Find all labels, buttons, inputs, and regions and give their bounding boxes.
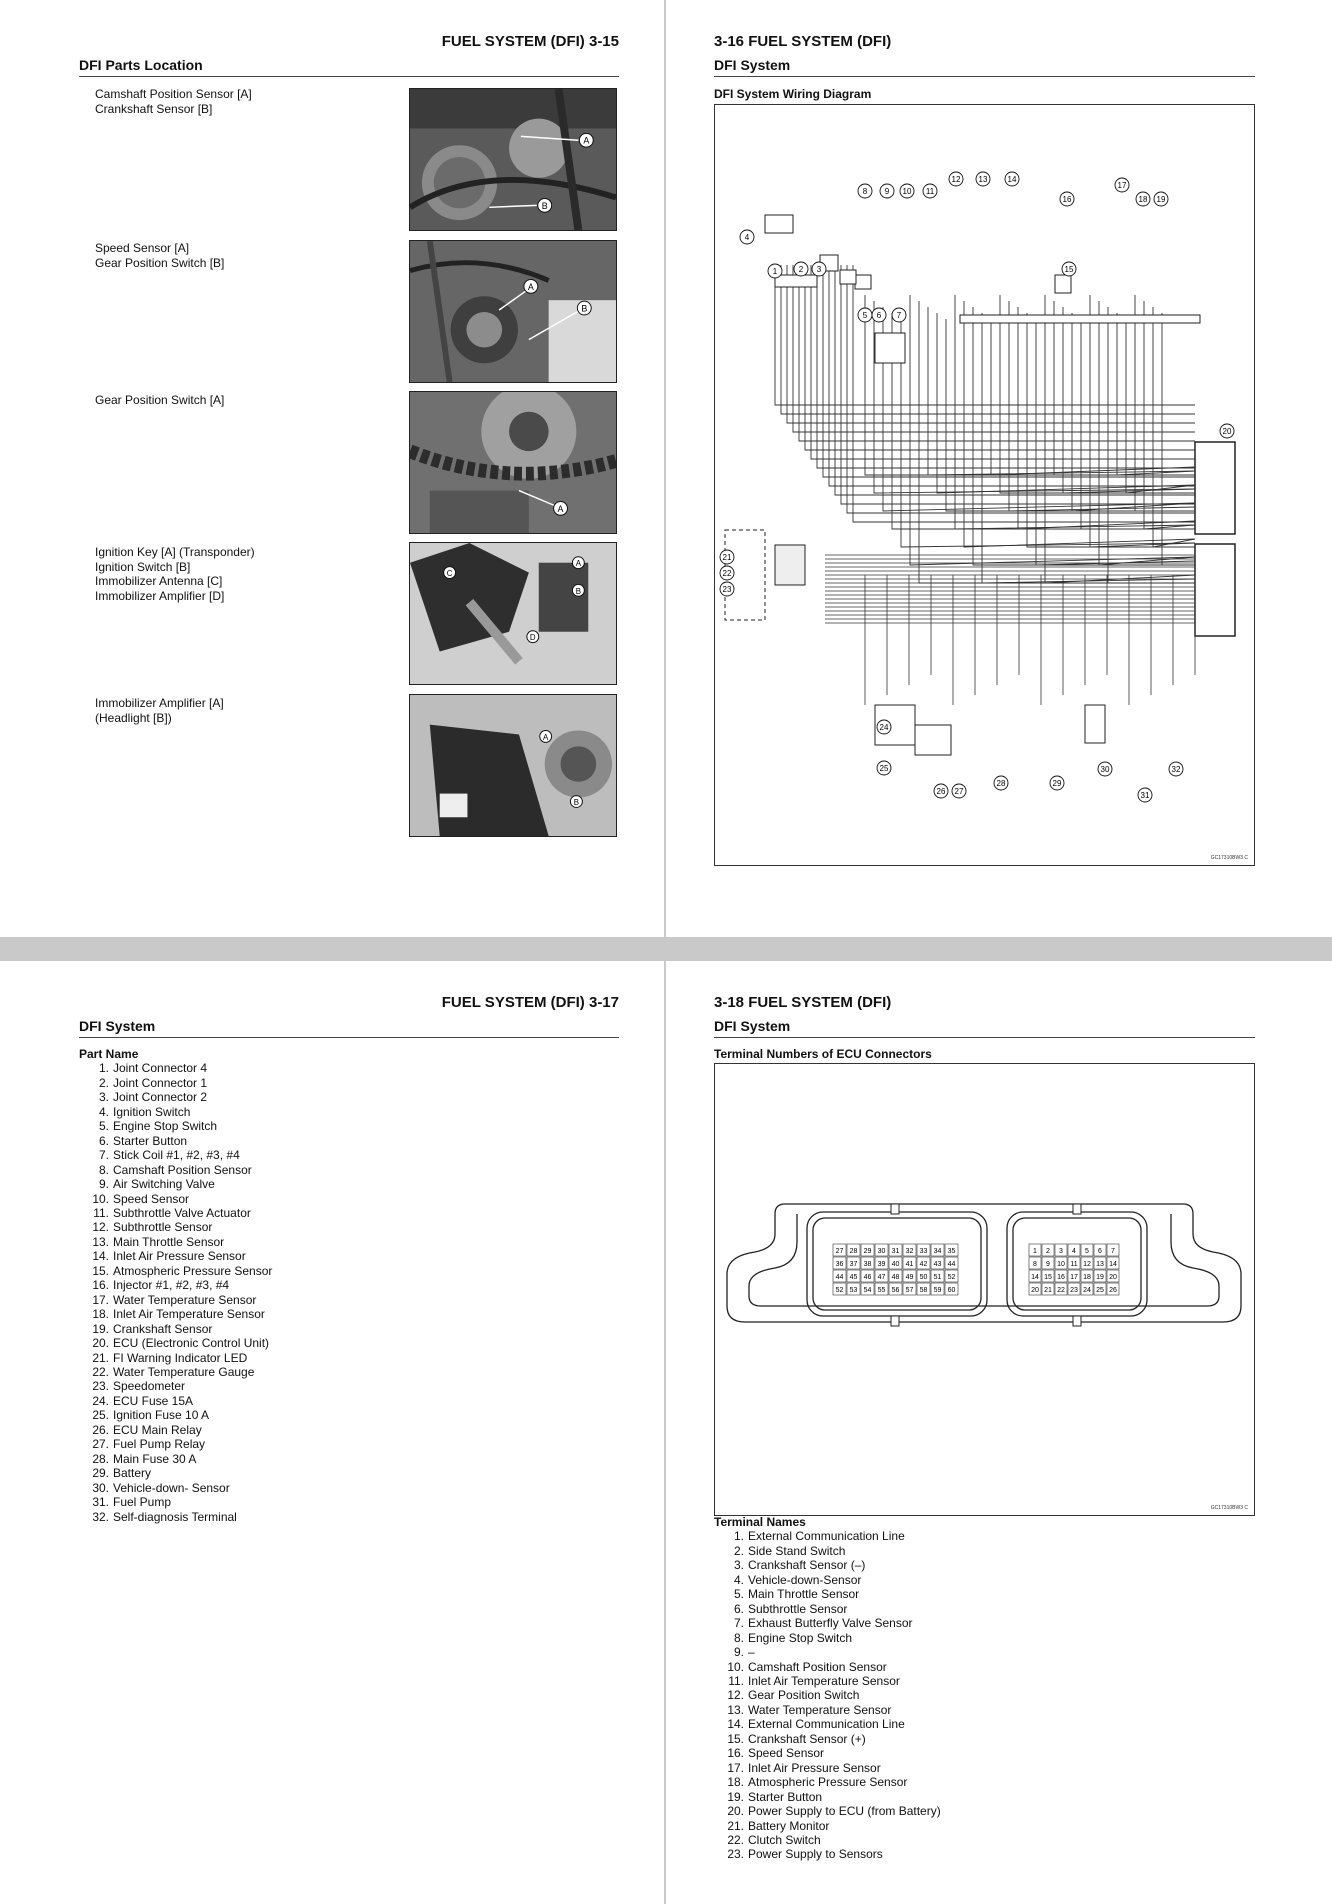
component [875,333,905,363]
connector-strip [960,315,1200,323]
terminal-number: 4 [1072,1248,1076,1255]
terminal-item: 17. Inlet Air Pressure Sensor [727,1760,881,1775]
header-rule [79,76,619,77]
terminal-item: 19. Starter Button [727,1789,823,1804]
header-rule [714,1037,1255,1038]
callout-a: A [575,559,582,569]
terminal-number: 52 [835,1287,844,1294]
component [1055,275,1071,293]
photo-gear-position [409,391,617,534]
wire [883,307,1195,511]
callout-number: 19 [1156,195,1166,204]
callout-number: 11 [925,187,935,196]
terminal-number: 10 [1057,1261,1065,1268]
wire [829,265,1195,486]
callout-number: 27 [954,787,964,796]
callout-number: 25 [879,764,889,773]
terminal-item: 23. Power Supply to Sensors [727,1847,883,1862]
part-item: 5. Engine Stop Switch [98,1119,218,1134]
terminal-number: 27 [835,1248,844,1255]
terminal-number: 49 [905,1274,914,1281]
terminal-number: 38 [863,1261,872,1268]
terminal-item: 15. Crankshaft Sensor (+) [727,1731,866,1746]
section-title: DFI System [714,1018,791,1034]
part-item: 26. ECU Main Relay [92,1422,202,1437]
part-item: 11. Subthrottle Valve Actuator [93,1205,251,1220]
component [775,275,817,287]
terminal-number: 17 [1070,1274,1078,1281]
wire [1126,319,1195,493]
part-item: 31. Fuel Pump [92,1495,172,1510]
component [840,270,856,284]
figure-subtitle: DFI System Wiring Diagram [714,87,872,101]
terminal-number: 44 [947,1261,956,1268]
wire [1009,301,1195,511]
part-item: 8. Camshaft Position Sensor [98,1162,252,1177]
figure-code: GC17310BW3 C [1210,855,1248,861]
callout-number: 4 [744,233,750,242]
section-title: DFI System [714,57,791,73]
callout-number: 28 [996,779,1006,788]
terminal-number: 50 [919,1274,928,1281]
terminal-number: 31 [891,1248,900,1255]
terminal-number: 39 [877,1261,886,1268]
ecu-connector-figure [714,1063,1255,1516]
terminal-number: 6 [1098,1248,1102,1255]
callout-number: 20 [1222,427,1232,436]
callout-number: 3 [816,265,822,274]
callout-number: 9 [884,187,890,196]
part-item: 21. FI Warning Indicator LED [92,1350,248,1365]
terminal-number: 52 [947,1274,956,1281]
callout-number: 17 [1117,181,1127,190]
figure-code: GC17310BW3 C [1210,1505,1248,1511]
ecu-inner-outline [749,1214,1219,1306]
terminal-number: 34 [933,1248,942,1255]
callout-number: 29 [1052,779,1062,788]
wire [946,319,1195,511]
terminal-number: 36 [835,1261,844,1268]
running-head: 3-16 FUEL SYSTEM (DFI) [714,33,892,50]
lock-tab [1073,1204,1081,1214]
photo-speed-gear [409,240,617,383]
terminal-number: 20 [1109,1274,1117,1281]
part-item: 12. Subthrottle Sensor [92,1220,213,1235]
part-item: 1. Joint Connector 4 [98,1061,208,1076]
part-item: 16. Injector #1, #2, #3, #4 [92,1278,230,1293]
terminal-item: 3. Crankshaft Sensor (–) [733,1558,866,1573]
callout-a: A [543,732,549,742]
terminal-number: 8 [1033,1261,1037,1268]
part-name-list [79,1047,272,1524]
component [855,275,871,289]
wire [1054,301,1195,475]
terminal-number: 18 [1083,1274,1091,1281]
wire [1036,319,1195,565]
terminal-number: 37 [849,1261,858,1268]
terminal-item: 13. Water Temperature Sensor [727,1702,892,1717]
lock-tab [1073,1316,1081,1326]
photo-camshaft-crankshaft [409,88,617,231]
terminal-item: 14. External Communication Line [727,1717,905,1732]
callout-b: B [581,303,588,314]
terminal-number: 24 [1083,1287,1091,1294]
terminal-number: 41 [905,1261,914,1268]
part-item: 10. Speed Sensor [92,1191,190,1206]
terminal-item: 2. Side Stand Switch [733,1543,846,1558]
part-item: 18. Inlet Air Temperature Sensor [92,1307,265,1322]
callout-number: 15 [1064,265,1074,274]
terminal-number: 29 [863,1248,872,1255]
lock-tab [891,1316,899,1326]
terminal-number: 55 [877,1287,886,1294]
wire [781,265,1195,414]
wire [1063,307,1195,493]
callout-b: B [575,586,582,596]
component [765,215,793,233]
photo-immobilizer-amplifier [409,694,617,837]
wire [847,265,1195,513]
callout-b: B [573,797,580,807]
part-item: 24. ECU Fuse 15A [92,1393,194,1408]
terminal-number: 20 [1031,1287,1039,1294]
terminal-number: 19 [1096,1274,1104,1281]
terminal-number: 15 [1044,1274,1052,1281]
wire [835,265,1195,495]
callout-number: 6 [876,311,882,320]
callout-d: D [529,633,536,643]
callout-number: 16 [1062,195,1072,204]
photo-caption-4: Ignition Key [A] (Transponder) Ignition Switch [B] Immobilizer Antenna [C] Immobilizer Amplifier [D] [95,545,255,603]
wire [1081,319,1195,529]
callout-c: C [446,569,453,579]
callout-number: 7 [896,311,902,320]
wire [874,301,1195,493]
terminal-item: 20. Power Supply to ECU (from Battery) [727,1804,941,1819]
callout-number: 13 [978,175,988,184]
wire [910,295,1195,565]
part-item: 6. Starter Button [98,1133,188,1148]
terminal-item: 11. Inlet Air Temperature Sensor [728,1673,900,1688]
terminal-number: 22 [1057,1287,1065,1294]
terminal-item: 22. Clutch Switch [727,1832,821,1847]
terminal-number: 59 [933,1287,942,1294]
terminal-item: 8. Engine Stop Switch [733,1630,853,1645]
component [1085,705,1105,743]
part-item: 7. Stick Coil #1, #2, #3, #4 [98,1148,240,1163]
callout-number: 21 [722,553,732,562]
page-3-15 [0,0,664,937]
part-item: 4. Ignition Switch [98,1104,191,1119]
page-3-18 [666,961,1332,1904]
terminal-number: 26 [1109,1287,1117,1294]
terminal-item: 4. Vehicle-down-Sensor [733,1572,862,1587]
running-head: 3-18 FUEL SYSTEM (DFI) [714,994,892,1011]
terminal-number: 46 [863,1274,872,1281]
part-item: 27. Fuel Pump Relay [92,1437,206,1452]
callout-number: 18 [1138,195,1148,204]
part-item: 3. Joint Connector 2 [98,1090,208,1105]
terminal-number: 57 [905,1287,914,1294]
part-item: 25. Ignition Fuse 10 A [92,1408,210,1423]
part-item: 23. Speedometer [92,1379,186,1394]
callout-number: 26 [936,787,946,796]
terminal-names-title: Terminal Names [714,1515,806,1529]
wire [811,265,1195,459]
component [915,725,951,755]
terminal-number: 53 [849,1287,858,1294]
callout-number: 5 [862,311,868,320]
callout-number: 14 [1007,175,1017,184]
callout-number: 2 [798,265,804,274]
photo-caption-2: Speed Sensor [A] Gear Position Switch [B] [95,241,225,270]
part-item: 20. ECU (Electronic Control Unit) [92,1336,270,1351]
terminal-item: 5. Main Throttle Sensor [733,1587,860,1602]
terminal-number: 12 [1083,1261,1091,1268]
terminal-number: 58 [919,1287,928,1294]
photo-caption-5: Immobilizer Amplifier [A] (Headlight [B]) [95,696,224,725]
terminal-number: 48 [891,1274,900,1281]
header-rule [714,76,1255,77]
terminal-number: 14 [1031,1274,1039,1281]
callout-number: 31 [1140,791,1150,800]
ecu-connector-b [1195,544,1235,636]
ecu-housing [727,1204,1241,1322]
callout-a: A [557,503,564,514]
terminal-item: 16. Speed Sensor [727,1746,825,1761]
terminal-number: 16 [1057,1274,1065,1281]
photo-caption-3: Gear Position Switch [A] [95,393,225,407]
callout-number: 8 [862,187,868,196]
callout-b: B [541,200,548,211]
terminal-item: 9. – [733,1645,755,1660]
terminal-number: 44 [835,1274,844,1281]
part-item: 14. Inlet Air Pressure Sensor [92,1249,246,1264]
terminal-item: 1. External Communication Line [733,1529,905,1544]
part-item: 28. Main Fuse 30 A [92,1451,197,1466]
figure-subtitle: Terminal Numbers of ECU Connectors [714,1047,932,1061]
wire [1027,313,1195,547]
part-item: 17. Water Temperature Sensor [92,1292,257,1307]
terminal-number: 3 [1059,1248,1063,1255]
callout-number: 22 [722,569,732,578]
wire [991,319,1195,475]
terminal-number: 33 [919,1248,928,1255]
photo-caption-1: Camshaft Position Sensor [A] Crankshaft Sensor [B] [95,87,252,116]
terminal-number: 28 [849,1248,858,1255]
wire [937,313,1195,493]
terminal-names-list [714,1515,941,1862]
part-item: 22. Water Temperature Gauge [92,1364,255,1379]
terminal-number: 45 [849,1274,858,1281]
callout-number: 30 [1100,765,1110,774]
wire [772,265,1195,405]
part-item: 19. Crankshaft Sensor [92,1321,213,1336]
ecu-connector-a [1195,442,1235,534]
part-item: 29. Battery [92,1466,152,1481]
callout-number: 24 [879,723,889,732]
header-rule [79,1037,619,1038]
terminal-item: 12. Gear Position Switch [727,1688,860,1703]
callout-number: 12 [951,175,961,184]
terminal-number: 32 [905,1248,914,1255]
terminal-number: 56 [891,1287,900,1294]
callout-number: 1 [772,267,778,276]
page-3-16 [666,0,1332,937]
terminal-number: 1 [1033,1248,1037,1255]
section-title: DFI System [79,1018,156,1034]
callout-a: A [583,135,590,146]
terminal-item: 21. Battery Monitor [727,1818,830,1833]
part-item: 2. Joint Connector 1 [98,1075,208,1090]
wire [1117,313,1195,475]
part-item: 32. Self-diagnosis Terminal [92,1509,237,1524]
terminal-number: 21 [1044,1287,1052,1294]
terminal-number: 35 [947,1248,956,1255]
terminal-number: 13 [1096,1261,1104,1268]
wiring-diagram [714,104,1255,866]
running-head: FUEL SYSTEM (DFI) 3-15 [441,33,619,50]
terminal-number: 5 [1085,1248,1089,1255]
callout-number: 23 [722,585,732,594]
callout-number: 10 [902,187,912,196]
page-3-17 [0,961,664,1904]
terminal-item: 18. Atmospheric Pressure Sensor [727,1775,908,1790]
part-item: 15. Atmospheric Pressure Sensor [92,1263,273,1278]
terminal-number: 60 [947,1287,956,1294]
terminal-number: 25 [1096,1287,1104,1294]
meter-connector [775,545,805,585]
callout-number: 32 [1171,765,1181,774]
terminal-number: 54 [863,1287,872,1294]
terminal-number: 42 [919,1261,928,1268]
terminal-item: 7. Exhaust Butterfly Valve Sensor [733,1616,913,1631]
terminal-number: 9 [1046,1261,1050,1268]
section-title: DFI Parts Location [79,57,203,73]
terminal-number: 47 [877,1274,886,1281]
part-name-title: Part Name [79,1047,139,1061]
terminal-number: 14 [1109,1261,1117,1268]
part-item: 30. Vehicle-down- Sensor [92,1480,230,1495]
running-head: FUEL SYSTEM (DFI) 3-17 [441,994,619,1011]
terminal-number: 23 [1070,1287,1078,1294]
terminal-number: 30 [877,1248,886,1255]
terminal-number: 11 [1070,1261,1078,1268]
terminal-number: 51 [933,1274,942,1281]
lock-tab [891,1204,899,1214]
terminal-number: 43 [933,1261,942,1268]
terminal-number: 40 [891,1261,900,1268]
terminal-item: 10. Camshaft Position Sensor [727,1659,887,1674]
wire [799,265,1195,441]
photo-ignition [409,542,617,685]
terminal-item: 6. Subthrottle Sensor [733,1601,848,1616]
callout-a: A [527,281,534,292]
terminal-number: 7 [1111,1248,1115,1255]
part-item: 13. Main Throttle Sensor [92,1234,225,1249]
wire [892,313,1195,529]
part-item: 9. Air Switching Valve [98,1177,215,1192]
terminal-number: 2 [1046,1248,1050,1255]
wire [1000,295,1195,493]
